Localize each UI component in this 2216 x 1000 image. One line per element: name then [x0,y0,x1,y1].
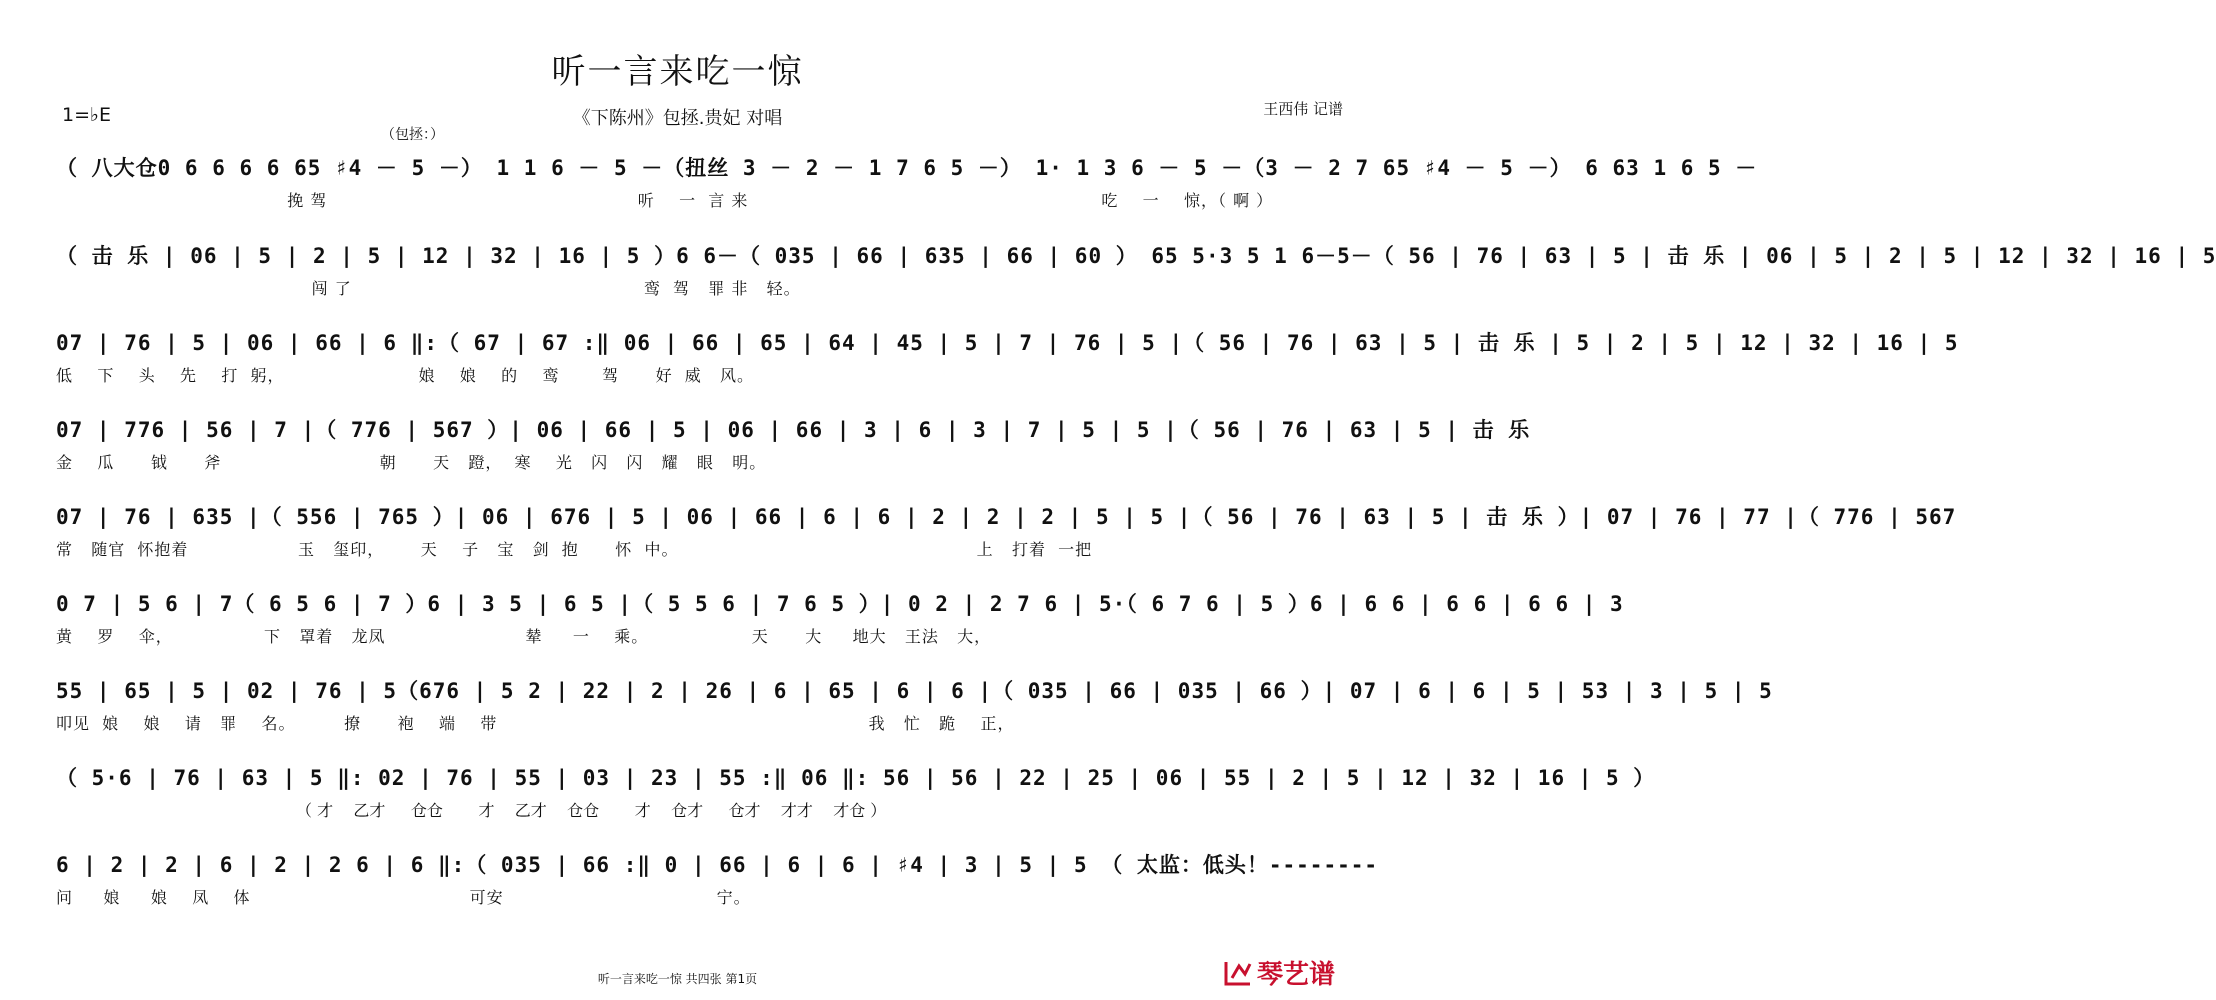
notation-row: 07 | 76 | 635 |（ 556 | 765 ）| 06 | 676 | 5 | 06 | 66 | 6 | 6 | 2 | 2 | 2 | 5 | 5 |（ 56 | 76 | 63 | 5 | 击 乐 ）| 07 | 76 | 77 |（ 776 | 567 [56,505,1957,529]
notation-row: 6 | 2 | 2 | 6 | 2 | 2 6 | 6 ‖:（ 035 | 66 :‖ 0 | 66 | 6 | 6 | ♯4 | 3 | 5 | 5 （ 太监：低头！-------- [56,853,1379,877]
notation-row: （ 5·6 | 76 | 63 | 5 ‖: 02 | 76 | 55 | 03 | 23 | 55 :‖ 06 ‖: 56 | 56 | 22 | 25 | 06 | 55 | 2 | 5 | 12 | 32 | 16 | 5 ） [56,766,1656,790]
lyrics-row: 黄 罗 伞， 下 罩着 龙凤 辇 一 乘。 天 大 地大 王法 大， [56,627,992,646]
notation-row: 0 7 | 5 6 | 7（ 6 5 6 | 7 ）6 | 3 5 | 6 5 |（ 5 5 6 | 7 6 5 ）| 0 2 | 2 7 6 | 5·（ 6 7 6 | 5 ）6 | 6 6 | 6 6 | 6 6 | 3 [56,592,1624,616]
page-title: 听一言来吃一惊 [551,52,804,92]
page-footer: 听一言来吃一惊 共四张 第1页 [597,972,758,986]
percussion-row: （ 才 乙才 仓仓 才 乙才 仓仓 才 仓才 仓才 才才 才仓 ） [296,801,887,820]
staff-line-2 [56,240,2216,310]
staff-line-7 [56,675,1773,745]
logo-text: 琴艺谱 [1256,960,1335,990]
lyrics-row: 挽 驾 听 一 言 来 吃 一 惊，（ 啊 ） [56,191,1274,210]
notation-row: 07 | 76 | 5 | 06 | 66 | 6 ‖:（ 67 | 67 :‖ 06 | 66 | 65 | 64 | 45 | 5 | 7 | 76 | 5 |（ 56 | 76 | 63 | 5 | 击 乐 | 5 | 2 | 5 | 12 | 32 | 16 | 5 [56,331,1959,355]
lyrics-row: 低 下 头 先 打 躬， 娘 娘 的 鸾 驾 好 威 风。 [56,366,755,385]
lyrics-row: 问 娘 娘 凤 体 可安 宁。 [56,888,751,907]
staff-line-3 [56,327,1959,397]
annotation-baozheng: （包拯：） [381,127,444,143]
qinyipu-logo-icon [1223,958,1253,988]
lyrics-row: 金 瓜 钺 斧 朝 天 蹬， 寒 光 闪 闪 耀 眼 明。 [56,453,767,472]
staff-line-6 [56,588,1624,658]
staff-line-9 [56,849,1379,919]
page-subtitle: 《下陈州》包拯.贵妃 对唱 [572,108,783,129]
lyrics-row: 叩见 娘 娘 请 罪 名。 撩 袍 端 带 我 忙 跪 正， [56,714,1015,733]
staff-line-1-body [56,152,1758,222]
site-logo [1223,954,1335,991]
lyrics-row: 常 随官 怀抱着 玉 玺印， 天 子 宝 剑 抱 怀 中。 上 打着 一把 [56,540,1093,559]
staff-line-8 [56,762,1656,832]
key-signature: 1=♭E [62,104,111,126]
staff-line-4 [56,414,1531,484]
lyrics-row: 闯 了 鸾 驾 罪 非 轻。 [56,279,801,298]
transcriber-credit: 王西伟 记谱 [1263,100,1343,118]
notation-row: （ 击 乐 | 06 | 5 | 2 | 5 | 12 | 32 | 16 | 5 ）6 6－（ 035 | 66 | 635 | 66 | 60 ） 65 5·3 5 1 6－5－（ 56 | 76 | 63 | 5 | 击 乐 | 06 | 5 | 2 | 5 | 12 | 32 | 16 | 5 [56,244,2216,268]
staff-line-5 [56,501,1957,571]
notation-row: 07 | 776 | 56 | 7 |（ 776 | 567 ）| 06 | 66 | 5 | 06 | 66 | 3 | 6 | 3 | 7 | 5 | 5 |（ 56 | 76 | 63 | 5 | 击 乐 [56,418,1531,442]
notation-row: 55 | 65 | 5 | 02 | 76 | 5（676 | 5 2 | 22 | 2 | 26 | 6 | 65 | 6 | 6 |（ 035 | 66 | 035 | 66 ）| 07 | 6 | 6 | 5 | 53 | 3 | 5 | 5 [56,679,1773,703]
notation-row: （ 八大仓0 6 6 6 6 65 ♯4 － 5 －） 1 1 6 － 5 －（扭丝 3 － 2 － 1 7 6 5 －） 1· 1 3 6 － 5 －（3 － 2 7 65 ♯4 － 5 －） 6 63 1 6 5 － [56,156,1758,180]
